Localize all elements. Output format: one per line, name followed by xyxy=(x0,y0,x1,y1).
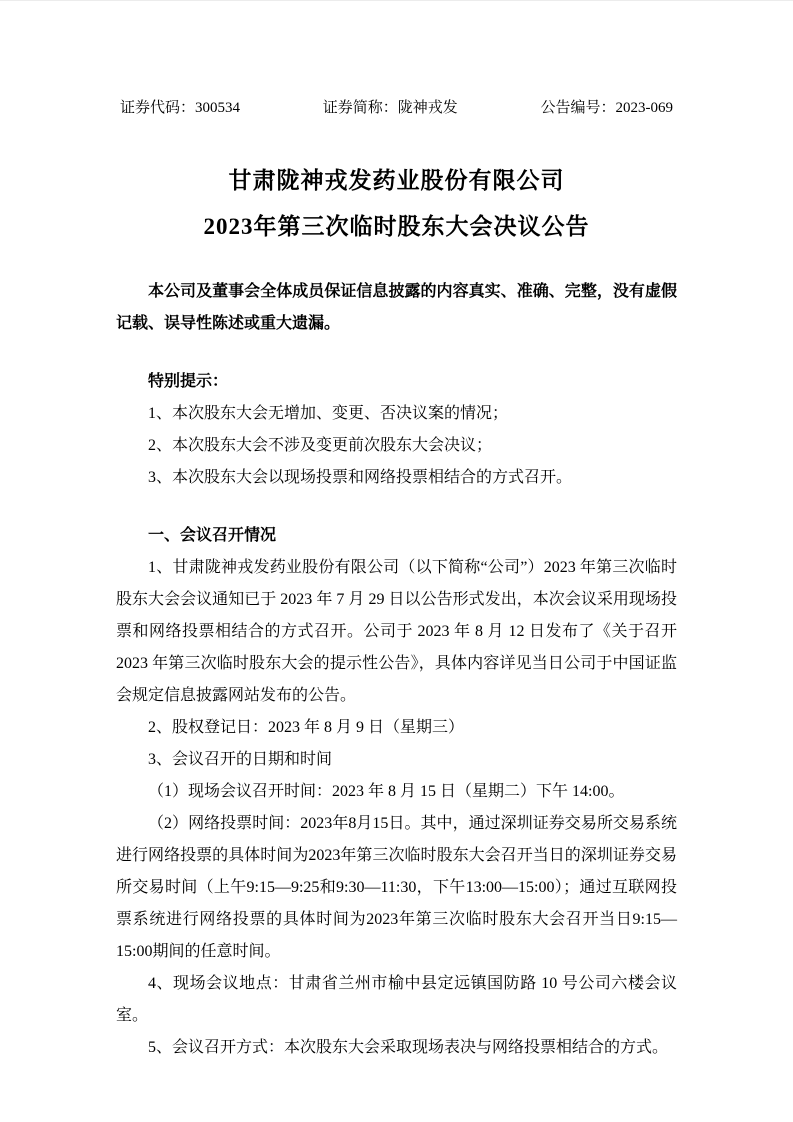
meeting-paragraph: （1）现场会议召开时间：2023 年 8 月 15 日（星期二）下午 14:00。 xyxy=(148,783,625,800)
meeting-section xyxy=(116,520,677,1064)
special-notice-item: 2、本次股东大会不涉及变更前次股东大会决议； xyxy=(148,437,493,454)
meeting-paragraph: 4、现场会议地点：甘肃省兰州市榆中县定远镇国防路 10 号公司六楼会议室。 xyxy=(116,975,677,1024)
meeting-paragraph: 1、甘肃陇神戎发药业股份有限公司（以下简称“公司”）2023 年第三次临时股东大会会议通知已于 2023 年 7 月 29 日以公告形式发出，本次会议采用现场投票和网络投票相结合的方式召开。公司于 2023 年 8 月 12 日发布了《关于召开 2023 年第三次临时股东大会的提示性公告》，具体内容详见当日公司于中国证监会规定信息披露网站发布的公告。 xyxy=(116,559,677,704)
special-notice-item: 3、本次股东大会以现场投票和网络投票相结合的方式召开。 xyxy=(148,469,573,486)
title-block xyxy=(116,158,677,250)
meeting-paragraph: （2）网络投票时间：2023年8月15日。其中，通过深圳证券交易所交易系统进行网络投票的具体时间为2023年第三次临时股东大会召开当日的深圳证券交易所交易时间（上午9:15—9:25和9:30—11:30，下午13:00—15:00）；通过互联网投票系统进行网络投票的具体时间为2023年第三次临时股东大会召开当日9:15—15:00期间的任意时间。 xyxy=(116,815,677,960)
company-name-title: 甘肃陇神戎发药业股份有限公司 xyxy=(228,168,565,193)
document-header xyxy=(116,96,677,120)
disclaimer-paragraph: 本公司及董事会全体成员保证信息披露的内容真实、准确、完整，没有虚假记载、误导性陈述或重大遗漏。 xyxy=(116,283,677,332)
special-notice-section xyxy=(116,366,677,494)
announcement-number: 公告编号：2023-069 xyxy=(540,100,673,116)
stock-abbreviation: 证券简称：陇神戎发 xyxy=(322,100,458,116)
stock-code: 证券代码：300534 xyxy=(120,100,241,116)
meeting-paragraph: 3、会议召开的日期和时间 xyxy=(148,751,333,768)
special-notice-heading: 特别提示： xyxy=(148,373,229,390)
meeting-paragraph: 2、股权登记日：2023 年 8 月 9 日（星期三） xyxy=(148,719,465,736)
announcement-title: 2023年第三次临时股东大会决议公告 xyxy=(203,214,590,239)
meeting-section-heading: 一、会议召开情况 xyxy=(148,527,277,544)
special-notice-item: 1、本次股东大会无增加、变更、否决议案的情况； xyxy=(148,405,509,422)
meeting-paragraph: 5、会议召开方式：本次股东大会采取现场表决与网络投票相结合的方式。 xyxy=(148,1039,669,1056)
